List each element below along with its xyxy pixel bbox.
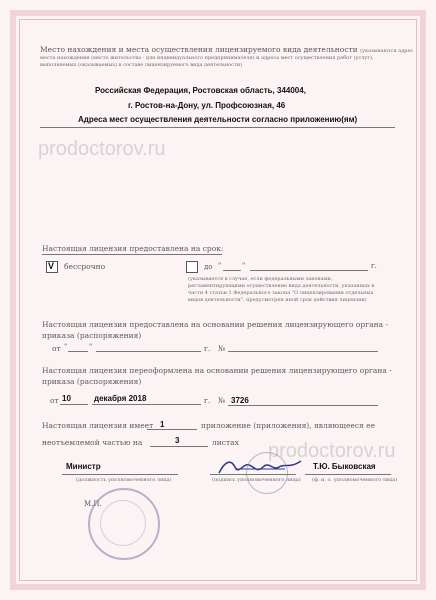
until-label: до — [204, 263, 213, 271]
basis-quote-open: " — [64, 343, 68, 351]
sheets-count: 3 — [175, 436, 180, 445]
basis-line1: Настоящая лицензия предоставлена на основании решения лицензирующего органа - — [42, 320, 388, 329]
appendix-prefix: Настоящая лицензия имеет — [42, 421, 154, 430]
reissue-from-label: от — [50, 396, 59, 405]
reissue-year: г. — [204, 396, 211, 405]
until-quote-open: " — [218, 262, 222, 270]
header-small-text: (указываются адрес — [360, 48, 414, 54]
indefinite-label: бессрочно — [64, 262, 106, 271]
term-note: (указывается в случае, если федеральными законами, регламентирующими осуществление вида деятельности, указанных в части 4 статьи 1 Федерального закона "О лицензировании отдельных видов деятельности", предусмотрен иной срок действия лицензии) — [188, 276, 375, 303]
reissue-day-line — [60, 404, 88, 405]
basis-from-label: от — [52, 344, 61, 353]
address-line3: Адреса мест осуществления деятельности согласно приложению(ям) — [78, 115, 358, 124]
position-caption: (должность уполномоченного лица) — [76, 477, 172, 483]
basis-year: г. — [204, 344, 211, 353]
term-label-underline — [42, 254, 222, 255]
basis-number-label: № — [218, 344, 226, 353]
reissue-month-line — [92, 404, 201, 405]
reissue-number: 3726 — [231, 396, 249, 405]
appendix-count-line — [147, 429, 197, 430]
seal-inner-ring — [100, 500, 146, 546]
basis-number-line — [228, 351, 378, 352]
indefinite-checkbox[interactable] — [46, 261, 58, 273]
basis-quote-close: " — [89, 343, 93, 351]
address-line1: Российская Федерация, Ростовская область, 344004, — [95, 86, 306, 95]
address-line2: г. Ростов-на-Дону, ул. Профсоюзная, 46 — [128, 101, 286, 110]
header-title-text: Место нахождения и места осуществления лицензируемого вида деятельности — [40, 45, 358, 54]
header-line1 — [40, 45, 413, 54]
reissue-line2: приказа (распоряжения) — [42, 377, 142, 386]
until-date-line — [250, 270, 368, 271]
basis-month-line — [96, 351, 201, 352]
address-underline — [40, 127, 395, 128]
sign-caption: (подпись уполномоченного лица) — [212, 477, 301, 483]
until-checkbox[interactable] — [186, 261, 198, 273]
reissue-day: 10 — [62, 394, 71, 403]
position-line — [62, 474, 178, 475]
reissue-number-label: № — [218, 396, 226, 405]
checkbox-mark: V — [48, 261, 55, 271]
appendix-suffix: приложение (приложения), являющееся ее — [201, 421, 376, 430]
signatory-name: Т.Ю. Быковская — [313, 462, 376, 471]
appendix-count: 1 — [160, 420, 165, 429]
term-label: Настоящая лицензия предоставлена на срок: — [42, 244, 224, 253]
official-seal — [88, 488, 160, 560]
until-quote-close: " — [242, 262, 246, 270]
until-day-line — [223, 270, 241, 271]
watermark-top: prodoctorov.ru — [38, 138, 166, 160]
header-line2: места нахождения (место жительства - для индивидуального предпринимателя) и адреса мест осуществления работ (услуг), — [40, 55, 374, 61]
basis-line2: приказа (распоряжения) — [42, 331, 142, 340]
header-line3: выполняемых (оказываемых) в составе лицензируемого вида деятельности) — [40, 62, 243, 68]
name-caption: (ф. и. о. уполномоченного лица) — [312, 477, 398, 483]
signature-seal — [246, 452, 288, 494]
sheets-prefix: неотъемлемой частью на — [42, 438, 143, 447]
watermark-bottom: prodoctorov.ru — [268, 440, 396, 462]
reissue-line1: Настоящая лицензия переоформлена на основании решения лицензирующего органа - — [42, 366, 392, 375]
reissue-number-line — [228, 405, 378, 406]
name-line — [305, 474, 391, 475]
stamp-place-label: М.П. — [84, 500, 102, 508]
basis-day-line — [68, 351, 88, 352]
until-year-suffix: г. — [371, 262, 377, 270]
sheets-suffix: листах — [212, 438, 239, 447]
reissue-month: декабря 2018 — [94, 394, 147, 403]
signatory-position: Министр — [66, 462, 101, 471]
sheets-count-line — [150, 446, 208, 447]
